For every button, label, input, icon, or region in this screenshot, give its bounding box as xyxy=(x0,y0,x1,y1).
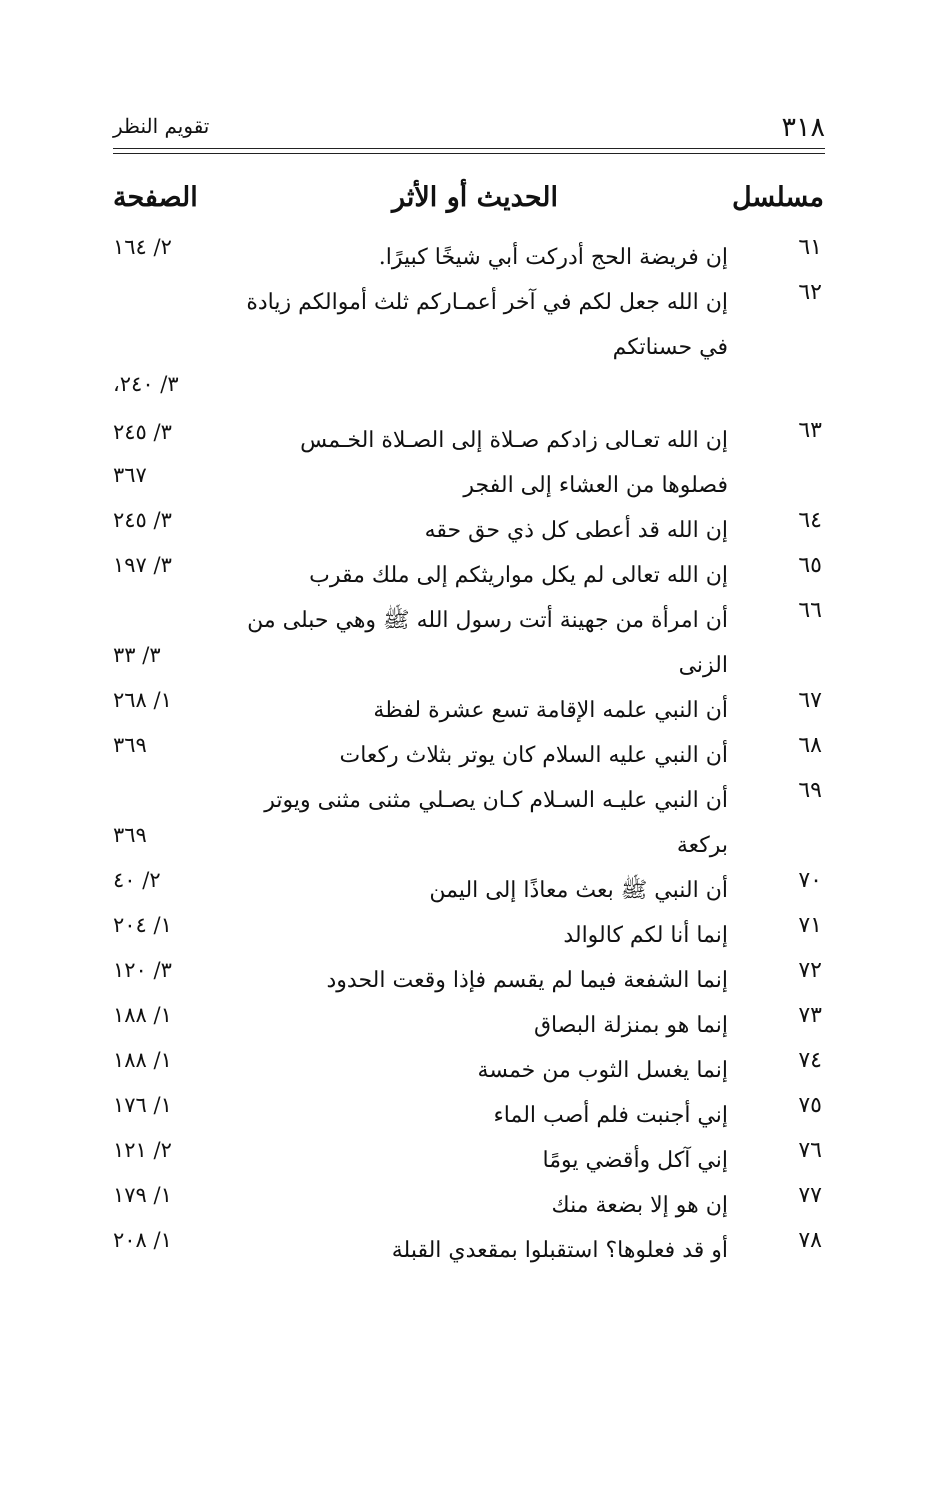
entry-text: إن فريضة الحج أدركت أبي شيخًا كبيرًا. xyxy=(378,245,728,270)
index-entry xyxy=(0,1093,950,1138)
entry-number: ٧٤ xyxy=(798,1048,822,1073)
column-header-text: الحديث أو الأثر xyxy=(391,182,558,213)
index-entry xyxy=(0,868,950,913)
entry-reference: ٢/ ٤٠ xyxy=(113,868,161,892)
entry-text: إنما الشفعة فيما لم يقسم فإذا وقعت الحدود xyxy=(326,968,728,993)
entry-reference: ٣/ ١٩٧ xyxy=(113,553,172,577)
entry-number: ٦٨ xyxy=(798,733,822,758)
entry-reference: ٢/ ١٦٤ xyxy=(113,235,172,259)
entry-text: أن النبي ﷺ بعث معاذًا إلى اليمن xyxy=(429,878,728,903)
entry-number: ٧٥ xyxy=(798,1093,822,1118)
column-header-serial: مسلسل xyxy=(731,182,824,213)
index-entry xyxy=(0,1138,950,1183)
index-entry xyxy=(0,778,950,868)
entry-text: إني أجنبت فلم أصب الماء xyxy=(493,1103,728,1128)
index-entry xyxy=(0,958,950,1003)
entry-reference: ١/ ١٧٩ xyxy=(113,1183,172,1207)
entry-number: ٦٣ xyxy=(798,418,822,443)
entry-number: ٧٨ xyxy=(798,1228,822,1253)
entry-reference: ١/ ٢٠٤ xyxy=(113,913,172,937)
entry-text: إني آكل وأقضي يومًا xyxy=(542,1148,728,1173)
entry-text: إن الله جعل لكم في آخر أعمـاركم ثلث أموالكم زيادة في حسناتكم xyxy=(246,290,728,360)
entry-text: أو قد فعلوها؟ استقبلوا بمقعدي القبلة xyxy=(391,1238,728,1263)
entry-reference: ١/ ١٨٨ xyxy=(113,1048,172,1072)
entry-text: إنما يغسل الثوب من خمسة xyxy=(477,1058,728,1083)
entry-text: أن النبي عليه السلام كان يوتر بثلاث ركعات xyxy=(339,743,728,768)
entry-number: ٧٣ xyxy=(798,1003,822,1028)
header-rule xyxy=(113,148,825,149)
entry-text: إن الله قد أعطى كل ذي حق حقه xyxy=(424,518,728,543)
entry-reference: ٣/ ١٢٠ xyxy=(113,958,172,982)
entry-text: إن هو إلا بضعة منك xyxy=(551,1193,728,1218)
entry-reference: ٣/ ٢٤٥ xyxy=(113,508,172,532)
entry-text: إنما أنا لكم كالوالد xyxy=(563,923,728,948)
header-rule-secondary xyxy=(113,153,825,154)
entry-reference: ٣/ ٢٤٠، xyxy=(113,372,179,396)
entry-text: أن النبي عليـه السـلام كـان يصـلي مثنى مثنى ويوتر بركعة xyxy=(264,788,728,858)
entry-reference: ١/ ٢٠٨ xyxy=(113,1228,172,1252)
entry-text: إنما هو بمنزلة البصاق xyxy=(533,1013,728,1038)
entry-reference-continued: ٣/ ٢٤٥ xyxy=(113,420,172,444)
entry-reference: ٣٦٩ xyxy=(113,823,147,847)
index-table xyxy=(0,235,950,1273)
index-entry xyxy=(0,913,950,958)
entry-text: إن الله تعـالى زادكم صـلاة إلى الصـلاة الخـمس فصلوها من العشاء إلى الفجر xyxy=(300,428,728,498)
entry-number: ٧١ xyxy=(798,913,822,938)
entry-reference: ٢/ ١٢١ xyxy=(113,1138,172,1162)
index-entry xyxy=(0,235,950,280)
book-title: تقويم النظر xyxy=(113,114,210,138)
entry-reference: ٣/ ٣٣ xyxy=(113,643,161,667)
index-entry xyxy=(0,553,950,598)
index-entry xyxy=(0,688,950,733)
entry-reference: ٣٦٧ xyxy=(113,463,147,487)
index-entry xyxy=(0,1003,950,1048)
entry-reference: ١/ ١٧٦ xyxy=(113,1093,172,1117)
entry-number: ٦٥ xyxy=(798,553,822,578)
entry-text: أن امرأة من جهينة أتت رسول الله ﷺ وهي حبلى من الزنى xyxy=(247,608,728,678)
entry-reference: ١/ ٢٦٨ xyxy=(113,688,172,712)
entry-number: ٦٤ xyxy=(798,508,822,533)
entry-number: ٦١ xyxy=(798,235,822,260)
entry-number: ٧٧ xyxy=(798,1183,822,1208)
entry-number: ٧٦ xyxy=(798,1138,822,1163)
entry-number: ٧٢ xyxy=(798,958,822,983)
running-header xyxy=(113,112,825,148)
entry-reference: ١/ ١٨٨ xyxy=(113,1003,172,1027)
entry-text: إن الله تعالى لم يكل مواريثكم إلى ملك مقرب xyxy=(309,563,728,588)
index-entry xyxy=(0,598,950,688)
entry-number: ٧٠ xyxy=(798,868,822,893)
entry-reference: ٣٦٩ xyxy=(113,733,147,757)
index-entry xyxy=(0,508,950,553)
index-entry xyxy=(0,1183,950,1228)
page-number: ٣١٨ xyxy=(781,112,825,143)
index-entry xyxy=(0,1228,950,1273)
entry-number: ٦٧ xyxy=(798,688,822,713)
index-entry xyxy=(0,1048,950,1093)
entry-number: ٦٩ xyxy=(798,778,822,803)
entry-text: أن النبي علمه الإقامة تسع عشرة لفظة xyxy=(373,698,728,723)
column-header-page: الصفحة xyxy=(113,182,198,213)
index-entry xyxy=(0,418,950,508)
entry-number: ٦٦ xyxy=(798,598,822,623)
index-entry xyxy=(0,733,950,778)
entry-number: ٦٢ xyxy=(798,280,822,305)
